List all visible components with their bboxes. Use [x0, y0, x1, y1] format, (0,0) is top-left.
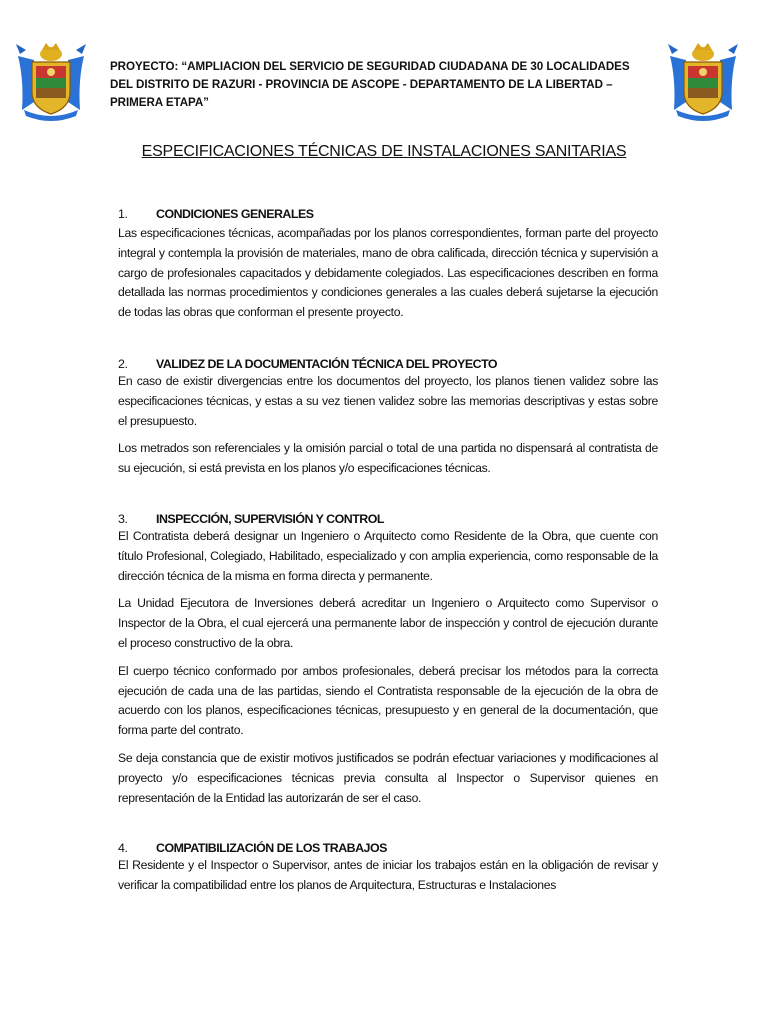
document-title: ESPECIFICACIONES TÉCNICAS DE INSTALACIONES SANITARIAS — [141, 143, 627, 160]
section-heading — [118, 840, 658, 856]
section-validez-documentacion — [118, 356, 658, 479]
section-title: INSPECCIÓN, SUPERVISIÓN Y CONTROL — [156, 511, 384, 526]
document-body — [118, 206, 658, 896]
section-heading — [118, 511, 658, 527]
paragraph: En caso de existir divergencias entre los documentos del proyecto, los planos tienen validez sobre las especificaciones técnicas, y estas a su vez tienen validez sobre las memorias descriptivas y estas sobre el presupuesto. — [118, 373, 658, 428]
paragraph: La Unidad Ejecutora de Inversiones deberá acreditar un Ingeniero o Arquitecto como Supervisor o Inspector de la Obra, el cual ejercerá una permanente labor de inspección y control de ejecución durante el proceso constructivo de la obra. — [118, 596, 658, 650]
paragraph: Las especificaciones técnicas, acompañadas por los planos correspondientes, forman parte del proyecto integral y contempla la provisión de materiales, mano de obra calificada, dirección técnica y supervisión a cargo de profesionales capacitados y debidamente colegiados. Las especificaciones describen en forma detallada las normas procedimientos y condiciones generales a las cuales deberá sujetarse la ejecución de todas las obras que conforman el presente proyecto. — [118, 226, 658, 320]
paragraph: El cuerpo técnico conformado por ambos profesionales, deberá precisar los métodos para la correcta ejecución de cada una de las partidas, siendo el Contratista responsable de la ejecución de la obra de acuerdo con los planos, especificaciones técnicas, presupuesto y en general de la documentación, que forma parte del contrato. — [118, 663, 658, 738]
paragraph: El Residente y el Inspector o Supervisor, antes de iniciar los trabajos están en la obligación de revisar y verificar la compatibilidad entre los planos de Arquitectura, Estructuras e Instalaciones — [118, 858, 658, 893]
coat-of-arms-right — [666, 40, 740, 122]
section-inspeccion-supervision — [118, 511, 658, 808]
section-number: 1. — [118, 207, 128, 221]
section-compatibilizacion — [118, 840, 658, 896]
section-heading — [118, 356, 658, 372]
section-number: 3. — [118, 511, 128, 526]
section-condiciones-generales — [118, 206, 658, 323]
section-number: 2. — [118, 356, 128, 371]
paragraph: Los metrados son referenciales y la omisión parcial o total de una partida no dispensará al contratista de su ejecución, si está prevista en los planos y/o especificaciones técnicas. — [118, 441, 658, 476]
section-title: CONDICIONES GENERALES — [156, 207, 314, 221]
paragraph: Se deja constancia que de existir motivos justificados se podrán efectuar variaciones y modificaciones al proyecto y/o especificaciones técnicas previa consulta al Inspector o Supervisor quienes en representación de la Entidad las autorizarán de ser el caso. — [118, 750, 658, 805]
coat-of-arms-left — [14, 40, 88, 122]
section-number: 4. — [118, 841, 128, 856]
section-heading — [118, 206, 658, 222]
section-title: VALIDEZ DE LA DOCUMENTACIÓN TÉCNICA DEL PROYECTO — [156, 356, 498, 371]
project-header: PROYECTO: “AMPLIACION DEL SERVICIO DE SEGURIDAD CIUDADANA DE 30 LOCALIDADES DEL DISTRITO DE RAZURI - PROVINCIA DE ASCOPE - DEPARTAMENTO DE LA LIBERTAD – PRIMERA ETAPA” — [110, 60, 630, 109]
section-title: COMPATIBILIZACIÓN DE LOS TRABAJOS — [156, 841, 387, 856]
paragraph: El Contratista deberá designar un Ingeniero o Arquitecto como Residente de la Obra, que cuente con título Profesional, Colegiado, Habilitado, especializado y con amplia experiencia, como responsable de la dirección técnica de la misma en forma directa y permanente. — [118, 528, 658, 583]
